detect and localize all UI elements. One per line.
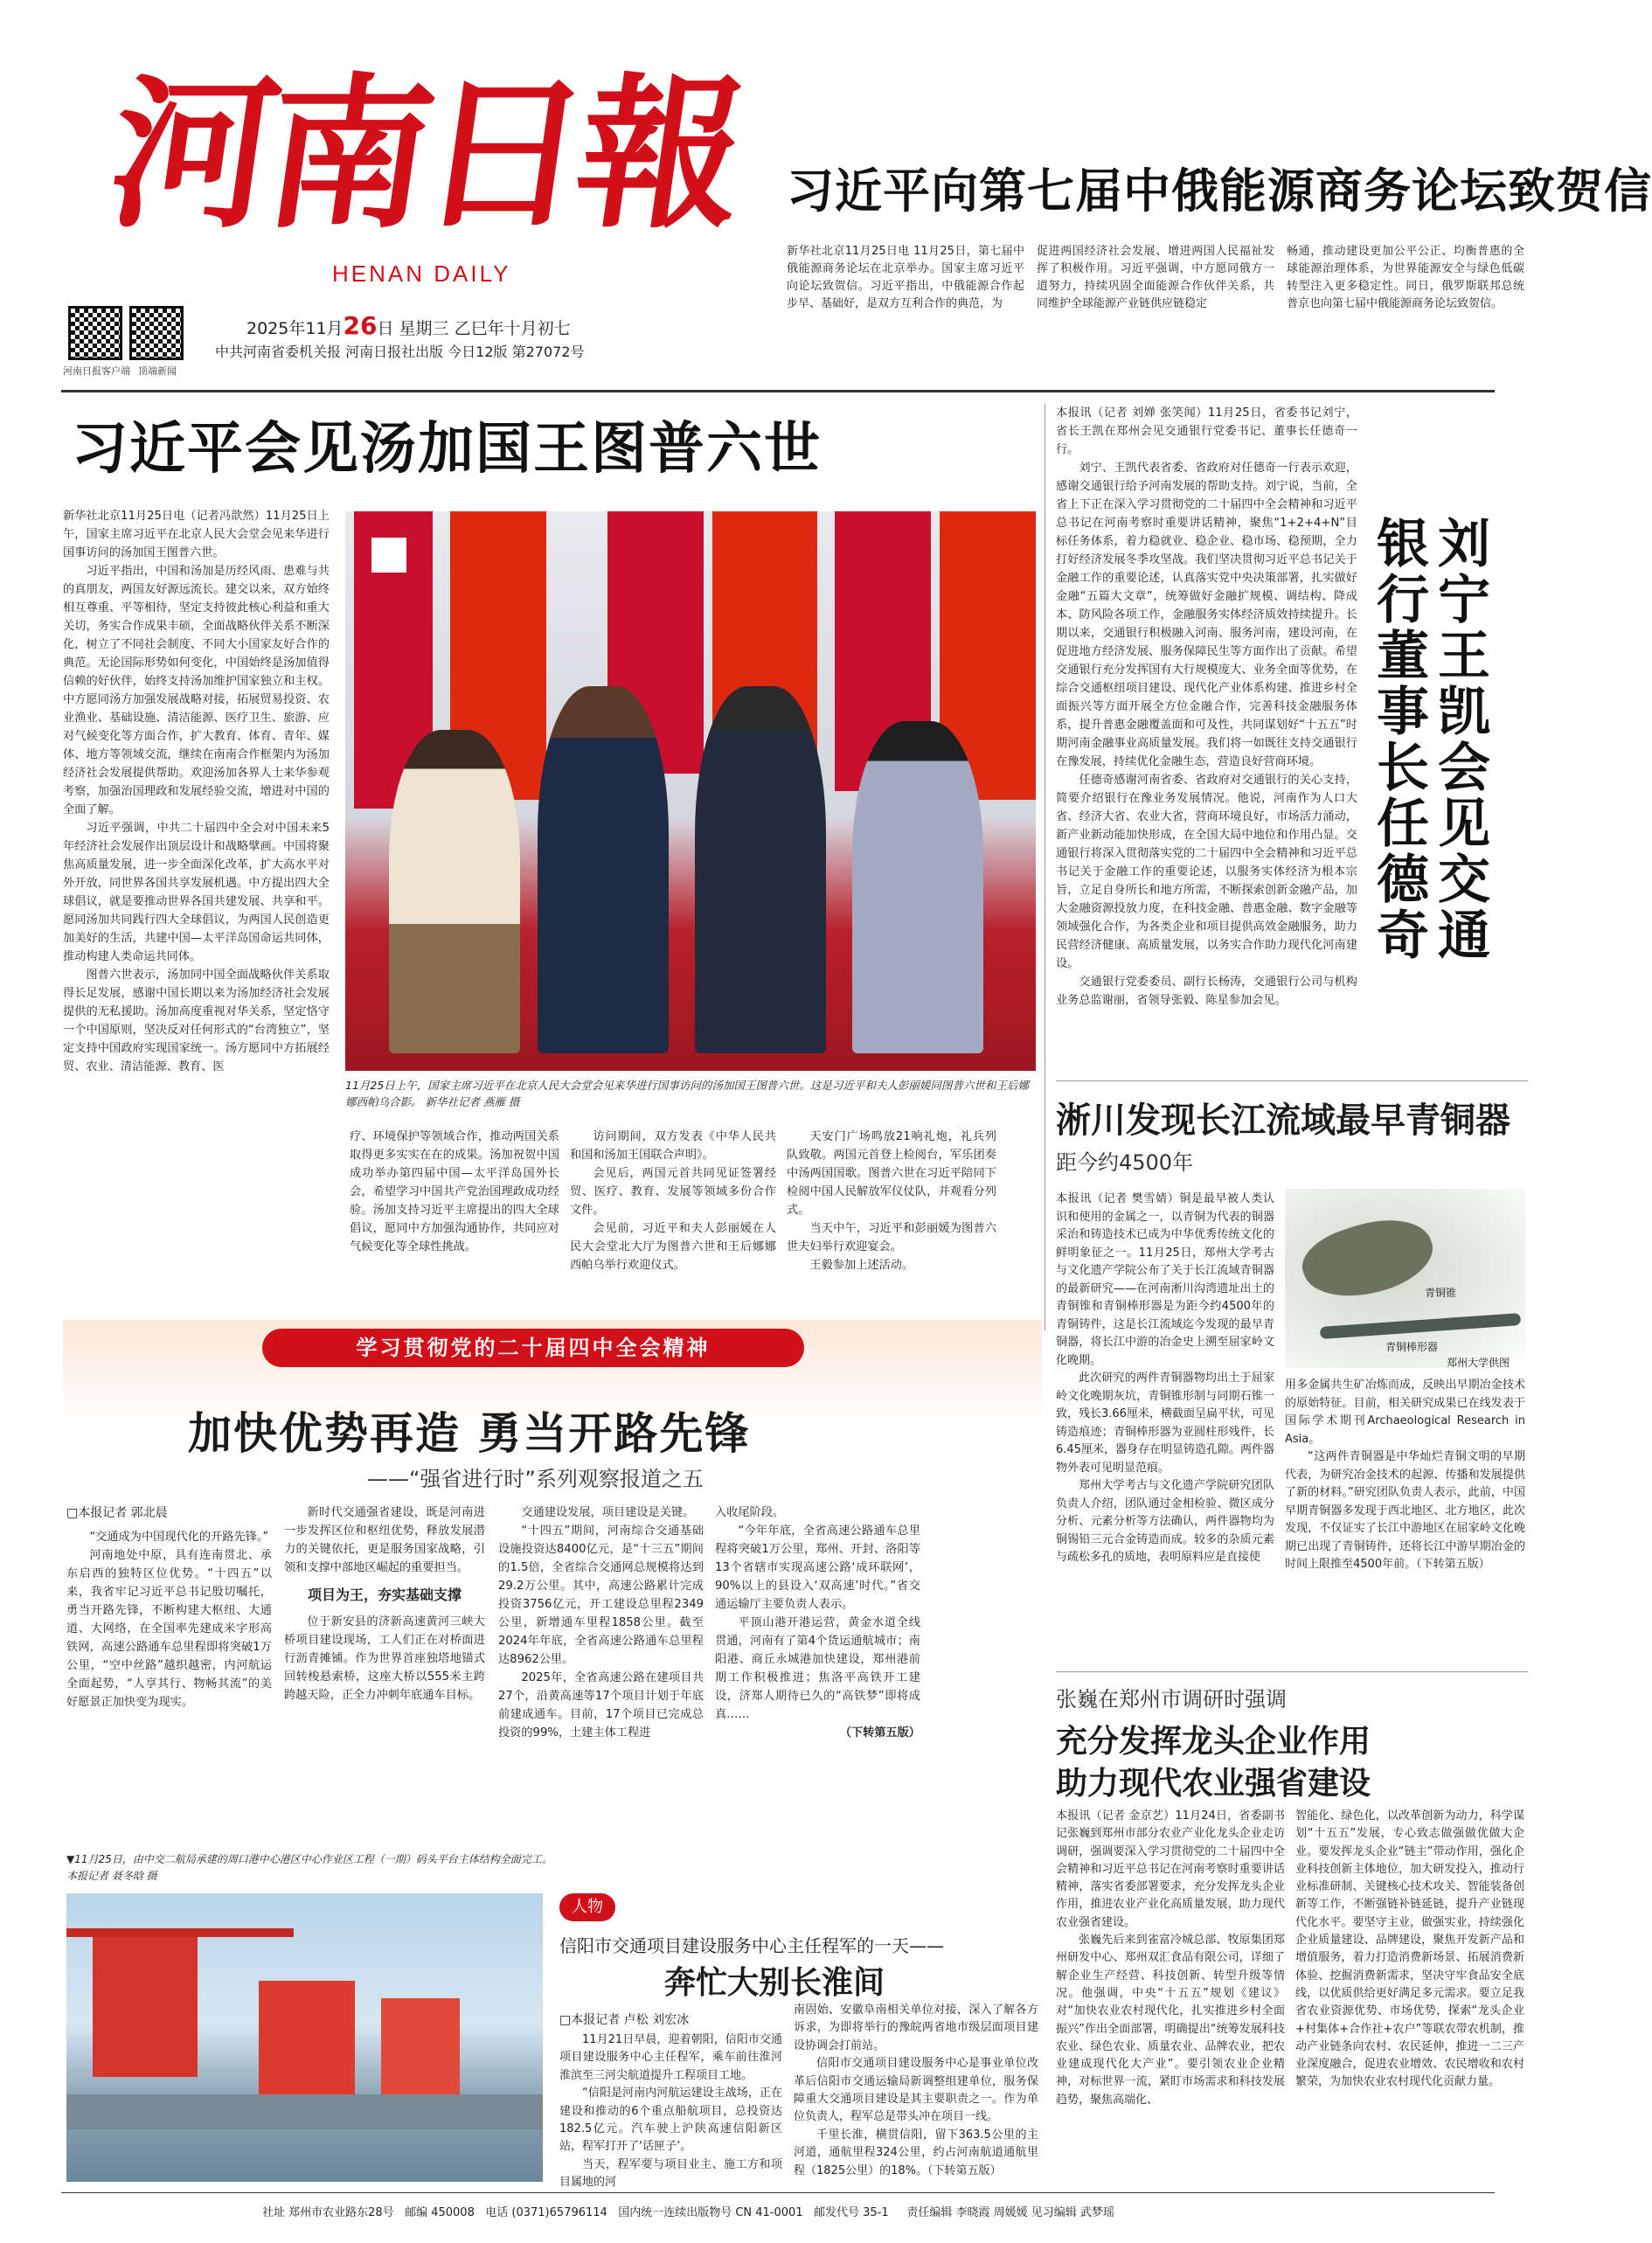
right-story-para: 刘宁、王凯代表省委、省政府对任德奇一行表示欢迎，感谢交通银行给予河南发展的帮助支持。刘宁说，当前，全省上下正在深入学习贯彻党的二十届四中全会精神和习近平总书记在河南考察时重要讲话精神，聚焦“1+2+4+N”目标任务体系，着力稳就业、稳企业、稳市场、稳预期，全力打好经济发展冬季攻坚战。我们坚决贯彻习近平总书记关于金融工作的重要论述，认真落实党中央决策部署，扎实做好金融“五篇大文章”，统筹做好金融扩规模、调结构、降成本、防风险各项工作，金融服务实体经济质效持续提升。长期以来，交通银行积极融入河南、服务河南，建设河南，在促进地方经济发展、服务保障民生等方面作出了贡献。希望交通银行充分发挥国有大行规模庞大、业务全面等优势，在综合交通枢纽项目建设、现代化产业体系构建、推进乡村全面振兴等方面开展全方位金融合作，完善科技金融服务体系，提升普惠金融覆盖面和可及性，共同谋划好“十五五”时期河南金融事业高质量发展。我们将一如既往支持交通银行在豫发展，持续优化金融生态，营造良好营商环境。 — [1056, 462, 1357, 768]
right-story-para: 任德奇感谢河南省委、省政府对交通银行的关心支持，简要介绍银行在豫业务发展情况。他说，河南作为人口大省、经济大省、农业大省，营商环境良好，市场活力涌动，新产业新动能加快形成，在全国大局中地位和作用凸显。交通银行将深入贯彻落实党的二十届四中全会精神和习近平总书记关于金融工作的重要论述，以服务实体经济为根本宗旨，立足自身所长和地方所需，不断探索创新金融产品，加大金融资源投放力度，在科技金融、普惠金融、数字金融等领域强化合作，为各类企业和项目提供高效金融服务，助力民营经济健康、高质量发展，以务实合作助力现代化河南建设。 — [1056, 774, 1357, 970]
people-kicker: 信阳市交通项目建设服务中心主任程军的一天—— — [559, 1935, 944, 1956]
masthead-divider — [61, 390, 1495, 392]
footer-postal-code: 邮发代号 35-1 — [814, 2206, 889, 2219]
bronze-awl-icon — [1295, 1205, 1440, 1312]
bronze-col-2 — [1285, 1377, 1525, 1665]
right-story-para: 本报讯（记者 刘婵 张笑闻）11月25日，省委书记刘宁，省长王凯在郑州会见交通银行党委书记、董事长任德奇一行。 — [1056, 406, 1357, 456]
footer-postcode: 邮编 450008 — [405, 2206, 475, 2219]
masthead-logo-en: HENAN DAILY — [332, 260, 511, 287]
main-photo[interactable] — [345, 511, 1036, 1071]
special-para: 入收尾阶段。 — [715, 1506, 785, 1519]
masthead-logo: 河南日報 — [98, 58, 748, 251]
qr-label-app: 河南日报客户端 — [63, 365, 130, 377]
people-para: 当天，程军要与项目业主、施工方和项目属地的河 — [559, 2157, 782, 2190]
special-continued: （下转第五版） — [839, 1726, 920, 1740]
people-col-2 — [794, 2002, 1038, 2189]
special-col-1 — [66, 1528, 272, 1843]
people-tag[interactable] — [559, 1893, 615, 1921]
agri-headline-2[interactable]: 助力现代农业强省建设 — [1056, 1766, 1371, 1802]
special-section-head: 项目为王，夯实基础支撑 — [307, 1587, 462, 1603]
main-story-col-1 — [63, 507, 330, 1390]
special-para: 位于新安县的济新高速黄河三峡大桥项目建设现场，工人们正在对桥面进行沥青摊铺。作为世界首座独塔地锚式回转梭悬索桥，这座大桥以555米主跨跨越天险，正全力冲刺年底通车目标。 — [284, 1615, 485, 1702]
crane-icon — [259, 1981, 355, 2103]
agri-col-1 — [1056, 1808, 1285, 2175]
main-story-para: 习近平强调，中共二十届四中全会对中国未来5年经济社会发展作出顶层设计和战略擘画。中国将聚焦高质量发展，进一步全面深化改革，扩大高水平对外开放，同世界各国共享发展机遇。中方提出四大全球倡议，就是要推动世界各国共建发展、共享和平。愿同汤加共同践行四大全球倡议，为两国人民创造更加美好的生活，共建中国—太平洋岛国命运共同体，推动构建人类命运共同体。 — [63, 822, 330, 963]
top-story-col-3 — [1287, 243, 1524, 357]
right-story-para: 交通银行党委委员、副行长杨涛，交通银行公司与机构业务总监谢丽，省领导张毅、陈星参加会见。 — [1056, 976, 1357, 1007]
special-col-3 — [498, 1503, 704, 1853]
people-para: 信阳市交通项目建设服务中心是事业单位改革后信阳市交通运输局新调整组建单位，服务保障重大交通项目建设是其主要职责之一。作为单位负责人，程军总是带头冲在项目一线。 — [794, 2057, 1038, 2124]
people-headline[interactable]: 奔忙大别长淮间 — [664, 1965, 885, 2001]
agri-col-2 — [1295, 1808, 1524, 2175]
footer-line — [262, 2203, 1114, 2219]
main-story-para: 疗、环境保护等领域合作，推动两国关系取得更多实实在在的成果。汤加祝贺中国成功举办第四届中国—太平洋岛国外长会，希望学习中国共产党治国理政成功经验。汤加支持习近平主席提出的四大全球倡议，愿同中方加强沟通协作，共同应对气候变化等全球性挑战。 — [350, 1130, 559, 1253]
publisher-line: 中共河南省委机关报 河南日报社出版 今日12版 第27072号 — [215, 344, 585, 360]
people-col-1 — [559, 2031, 782, 2189]
main-story-col-2 — [350, 1128, 559, 1302]
special-para: 河南地处中原，具有连南贯北、承东启西的独特区位优势。“十四五”以来，我省牢记习近平总书记殷切嘱托，勇当开路先锋，不断构建大枢纽、大通道、大网络，在全国率先建成米字形高铁网，高速公路通车总里程即将突破1万公里，“空中丝路”越织越密，内河航运全面起势，“人享其行、物畅其流”的美好愿景正加快变为现实。 — [66, 1549, 272, 1709]
crane-boom-icon — [66, 1928, 294, 1937]
footer-phone: 电话 (0371)65796114 — [485, 2206, 607, 2219]
dateline — [246, 311, 571, 340]
special-subhead: ——“强省进行时”系列观察报道之五 — [367, 1467, 704, 1491]
port-photo-caption: ▼11月25日，由中交二航局承建的周口港中心港区中心作业区工程（一期）码头平台主体结构全面完工。 本报记者 聂冬晗 摄 — [66, 1853, 552, 1882]
special-para: 平顶山港开港运营，黄金水道全线贯通，河南有了第4个货运通航城市；南阳港、商丘永城港加快建设，郑州港前期工作积极推进；焦洛平高铁开工建设，济郑人期待已久的“高铁梦”即将成真…… — [715, 1616, 920, 1721]
right-story-body — [1056, 404, 1357, 1322]
bronze-para: “这两件青铜器是中华灿烂青铜文明的早期代表，为研究冶金技术的起源、传播和发展提供了新的材料。”研究团队负责人表示，此前，中国早期青铜器多发现于西北地区、北方地区，此次发现，不仅证实了长江中游地区在屈家岭文化晚期已出现了青铜铸件，还将长江中游早期冶金的时间上限推至4500年前。（下转第五版） — [1285, 1450, 1525, 1571]
bronze-rod-icon — [1320, 1313, 1521, 1339]
bronze-label-awl: 青铜锥 — [1425, 1287, 1457, 1299]
top-story-text: 新华社北京11月25日电 11月25日，第七届中俄能源商务论坛在北京举办。国家主席习近平向论坛致贺信。习近平指出，中俄能源合作起步早、基础好，是双方互利合作的典范，为 — [787, 245, 1024, 310]
agri-para: 智能化、绿色化，以改革创新为动力，科学谋划“十五五”发展，专心致志做强做优做大企业。要发挥龙头企业“链主”带动作用，强化企业科技创新主体地位，加大研发投入，推动行业标准研制、关键核心技术攻关、智能装备创新等工作，不断强链补链延链，提升产业链现代化水平。要坚守主业，做强实业，持续强化企业质量建设、品牌建设，聚焦开发新产品和增值服务，着力打造消费新场景、拓展消费新体验、挖掘消费新需求，坚决守牢食品安全底线，以优质供给更好满足多元需求。要立足我省农业资源优势、市场优势，探索“龙头企业+村集体+合作社+农户”等联农带农机制，推动产业链条向农村、农民延伸，推进一二三产业深度融合，促进农业增效、农民增收和农村繁荣，为加快农业农村现代化贡献力量。 — [1295, 1809, 1524, 2089]
special-headline[interactable]: 加快优势再造 勇当开路先锋 — [188, 1408, 751, 1459]
person-xi — [695, 686, 826, 1053]
top-story-text: 畅通，推动建设更加公平公正、均衡普惠的全球能源治理体系，为世界能源安全与绿色低碳转型注入更多稳定性。同日，俄罗斯联邦总统普京也向第七届中俄能源商务论坛致贺信。 — [1287, 245, 1524, 310]
special-para: 新时代交通强省建设，既是河南进一步发挥区位和枢纽优势，释放发展潜力的关键依托，更是服务国家战略，引领和支撑中部地区崛起的重要担当。 — [284, 1506, 485, 1574]
top-story-col-1 — [787, 243, 1024, 357]
main-story-para: 当天中午，习近平和彭丽媛为图普六世夫妇举行欢迎宴会。 — [787, 1222, 996, 1253]
main-story-para: 王毅参加上述活动。 — [809, 1259, 914, 1272]
special-col-2 — [284, 1503, 485, 1853]
agri-headline-1[interactable]: 充分发挥龙头企业作用 — [1056, 1724, 1371, 1760]
section-divider — [1056, 1080, 1528, 1081]
bronze-headline[interactable]: 淅川发现长江流域最早青铜器 — [1056, 1101, 1510, 1141]
people-para: 千里长淮，横贯信阳，留下363.5公里的主河道，通航里程324公里，约占河南航道通航里程（1825公里）的18%。（下转第五版） — [794, 2128, 1038, 2177]
people-para: 11月21日早晨，迎着朝阳，信阳市交通项目建设服务中心主任程军，乘车前往淮河淮滨至三河尖航道提升工程项目工地。 — [559, 2033, 782, 2082]
qr-label-news: 顶端新闻 — [138, 365, 177, 377]
person-king — [538, 686, 669, 1053]
flag-canton-icon — [371, 538, 406, 573]
top-story-text: 促进两国经济社会发展、增进两国人民福祉发挥了积极作用。习近平强调，中方愿同俄方一道努力，持续巩固全面能源合作伙伴关系，共同维护全球能源产业链供应链稳定 — [1037, 245, 1274, 310]
people-byline: □本报记者 卢松 刘宏冰 — [559, 2013, 690, 2027]
main-photo-caption: 11月25日上午，国家主席习近平在北京人民大会堂会见来华进行国事访问的汤加国王图普六世。这是习近平和夫人彭丽媛同图普六世和王后娜娜西帕乌合影。 新华社记者 燕雁 摄 — [345, 1079, 1029, 1108]
main-story-para: 习近平指出，中国和汤加是历经风雨、患难与共的真朋友，两国友好源远流长。建交以来，双方始终相互尊重、平等相待，坚定支持彼此核心利益和重大关切，务实合作成果丰硕，全面战略伙伴关系不断深化，树立了不同社会制度、不同大小国家友好合作的典范。无论国际形势如何变化，中国始终是汤加值得信赖的好伙伴，始终支持汤加维护国家独立和主权。中方愿同汤方加强发展战略对接，拓展贸易投资、农业渔业、基础设施、清洁能源、医疗卫生、旅游、应对气候变化等方面合作，扩大教育、体育、青年、媒体、地方等领域交流，继续在南南合作框架内为汤加经济社会发展提供帮助。欢迎汤加各界人士来华参观考察，加强治国理政和发展经验交流，增进对中国的全面了解。 — [63, 565, 330, 816]
qr-code-app[interactable] — [68, 306, 122, 360]
main-story-para: 会见前，习近平和夫人彭丽媛在人民大会堂北大厅为图普六世和王后娜娜西帕乌举行欢迎仪式。 — [570, 1222, 776, 1272]
top-story-col-2 — [1037, 243, 1274, 357]
bronze-photo[interactable] — [1285, 1189, 1525, 1368]
port-photo[interactable] — [66, 1893, 543, 2182]
top-story-headline[interactable]: 习近平向第七届中俄能源商务论坛致贺信 — [787, 163, 1652, 219]
special-para: “十四五”期间，河南综合交通基础设施投资达8400亿元，是“十三五”期间的1.5倍，全省综合交通网总规模将达到29.2万公里。其中，高速公路累计完成投资3756亿元，开工建设总里程2349公里，新增通车里程1858公里。截至2024年年底，全省高速公路通车总里程达8962公里。 — [498, 1524, 704, 1666]
footer-issn: 国内统一连续出版物号 CN 41-0001 — [618, 2206, 803, 2219]
bronze-para: 郑州大学考古与文化遗产学院研究团队负责人介绍，团队通过金相检验、微区成分分析、元素分析等方法确认，两件器物均为铜锡铅三元合金铸造而成。较多的杂质元素与疏松多孔的质地，表明原料应是直接使 — [1056, 1479, 1274, 1564]
special-para: 2025年，全省高速公路在建项目共27个，沿黄高速等17个项目计划于年底前建成通车。目前，17个项目已完成总投资的99%，土建主体工程进 — [498, 1671, 704, 1740]
date-prefix: 2025年11月 — [246, 319, 344, 338]
main-story-para: 图普六世表示，汤加同中国全面战略伙伴关系取得长足发展，感谢中国长期以来为汤加经济社会发展提供的无私援助。汤加高度重视对华关系，坚定恪守一个中国原则，坚决反对任何形式的“台湾独立”，坚定支持中国政府实现国家统一。汤方愿同中方拓展经贸、农业、清洁能源、教育、医 — [63, 969, 330, 1073]
qr-code-news[interactable] — [129, 306, 184, 360]
special-para: 交通建设发展，项目建设是关键。 — [521, 1506, 695, 1519]
main-story-para: 会见后，两国元首共同见证签署经贸、医疗、教育、发展等领域多份合作文件。 — [570, 1167, 776, 1217]
main-story-headline[interactable]: 习近平会见汤加国王图普六世 — [72, 417, 822, 482]
main-story-para: 访问期间，双方发表《中华人民共和国和汤加王国联合声明》。 — [570, 1130, 776, 1162]
people-para: “信阳是河南内河航运建设主战场，正在建设和推动的6个重点船航项目，总投资达182.5亿元。汽车驶上沪陕高速信阳新区站，程军打开了‘话匣子’。 — [559, 2087, 782, 2154]
special-byline: □本报记者 郭北晨 — [66, 1506, 168, 1520]
main-story-para: 新华社北京11月25日电（记者冯歆然）11月25日上午，国家主席习近平在北京人民大会堂会见来华进行国事访问的汤加国王图普六世。 — [63, 510, 330, 559]
footer-divider — [61, 2192, 1495, 2193]
agri-para: 张巍先后来到雀富冷城总部、牧原集团郑州研发中心、郑州双汇食品有限公司，详细了解企业生产经营、科技创新、转型升级等情况。他强调，中央“十五五”规划《建议》对“加快农业农村现代化，扎实推进乡村全面振兴”作出全面部署，明确提出“统筹发展科技农业、绿色农业、质量农业、品牌农业，把农业建成现代化大产业”。要引领农业企业精神，对标世界一流，紧盯市场需求和科技发展趋势，聚焦高端化、 — [1056, 1934, 1285, 2107]
agri-kicker: 张巍在郑州市调研时强调 — [1056, 1687, 1287, 1712]
main-story-col-3 — [570, 1128, 776, 1302]
date-suffix: 日 星期三 乙巳年十月初七 — [377, 319, 571, 338]
bronze-subhead: 距今约4500年 — [1056, 1150, 1194, 1175]
people-para: 南固始、安徽阜南相关单位对接，深入了解各方诉求，为即将举行的豫皖两省地市级层面项目建设协调会打前站。 — [794, 2003, 1038, 2052]
bronze-label-rod: 青铜棒形器 — [1385, 1341, 1439, 1353]
main-story-para: 天安门广场鸣放21响礼炮，礼兵列队致敬。两国元首登上检阅台，军乐团奏中汤两国国歌。图普六世在习近平陪同下检阅中国人民解放军仪仗队，并观看分列式。 — [787, 1130, 996, 1217]
special-para: “交通成为中国现代化的开路先锋。” — [89, 1531, 269, 1544]
bronze-photo-credit: 郑州大学供图 — [1447, 1357, 1510, 1369]
date-day: 26 — [343, 311, 378, 340]
bronze-para: 此次研究的两件青铜器物均出土于屈家岭文化晚期灰坑，青铜锥形制与同期石锥一致，残长3.66厘米，横截面呈扁平状，可见铸造痕迹；青铜棒形器为亚圆柱形残件，长6.45厘米，器身存在明显铸造孔隙。两件器物外表可见明显范痕。 — [1056, 1371, 1274, 1475]
people-tag-label: 人物 — [559, 1893, 615, 1921]
footer-address: 社址 郑州市农业路东28号 — [262, 2206, 394, 2219]
bronze-para: 本报讯（记者 樊雪婧）铜是最早被人类认识和使用的金属之一，以青铜为代表的铜器采治和铸造技术已成为中华优秀传统文化的鲜明象征之一。11月25日，郑州大学考古与文化遗产学院公布了关于长江流域青铜器的最新研究——在河南淅川沟湾遗址出土的青铜锥和青铜棒形器是为距今约4500年的青铜铸件，这是长江流域迄今发现的最早青铜器，将长江中游的冶金史上溯至屈家岭文化晚期。 — [1056, 1192, 1274, 1367]
special-para: “今年年底，全省高速公路通车总里程将突破1万公里，郑州、开封、洛阳等13个省辖市实现高速公路‘成环联网’，90%以上的县设入‘双高速’时代。”省交通运输厅主要负责人表示。 — [715, 1524, 920, 1611]
person-peng — [852, 721, 983, 1053]
section-divider — [1056, 1671, 1528, 1672]
bronze-col-1 — [1056, 1191, 1274, 1663]
footer-editors: 责任编辑 李晓霞 周媛媛 见习编辑 武梦瑶 — [906, 2206, 1114, 2219]
right-story-headline[interactable]: 刘宁王凯会见交通银行董事长任德奇 — [1368, 516, 1490, 963]
person-queen — [389, 730, 520, 1053]
special-banner[interactable]: 学习贯彻党的二十届四中全会精神 — [262, 1329, 804, 1367]
main-story-col-4 — [787, 1128, 996, 1302]
wharf-platform — [66, 2094, 543, 2129]
agri-para: 本报讯（记者 金京艺）11月24日，省委副书记张巍到郑州市部分农业产业化龙头企业走访调研，强调要深入学习贯彻党的二十届四中全会精神和习近平总书记在河南考察时重要讲话精神，落实省委部署要求，充分发挥龙头企业作用，推进农业产业化高质量发展，助力现代农业强省建设。 — [1056, 1809, 1285, 1929]
bronze-para: 用多金属共生矿冶炼而成，反映出早期冶金技术的原始特征。目前，相关研究成果已在线发表于国际学术期刊Archaeological Research in Asia。 — [1285, 1378, 1525, 1446]
crane-icon — [93, 1928, 198, 2077]
crane-icon — [381, 1998, 460, 2103]
special-col-4 — [715, 1503, 920, 1853]
